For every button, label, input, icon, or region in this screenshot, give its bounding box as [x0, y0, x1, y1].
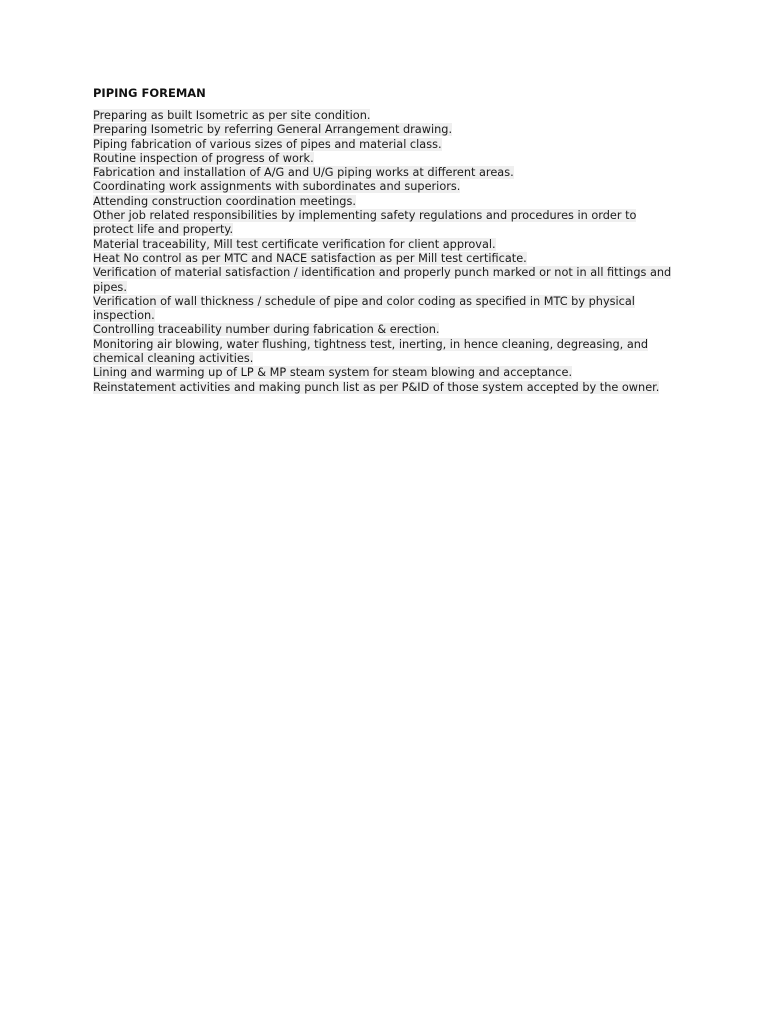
list-item-text: Heat No control as per MTC and NACE satisfaction as per Mill test certificate. — [93, 251, 527, 265]
list-item-text: Fabrication and installation of A/G and U/G piping works at different areas. — [93, 166, 514, 180]
list-item — [93, 252, 673, 266]
list-item — [93, 266, 673, 295]
list-item-text: Verification of wall thickness / schedule of pipe and color coding as specified in MTC by physical inspection. — [93, 294, 635, 323]
list-item — [93, 123, 673, 137]
list-item — [93, 152, 673, 166]
list-item-text: Material traceability, Mill test certificate verification for client approval. — [93, 237, 496, 251]
responsibility-list — [93, 109, 673, 395]
list-item — [93, 166, 673, 180]
list-item — [93, 238, 673, 252]
list-item-text: Verification of material satisfaction / identification and properly punch marked or not in all fittings and pipes. — [93, 266, 672, 294]
list-item — [93, 323, 673, 337]
list-item-text: Preparing Isometric by referring General Arrangement drawing. — [93, 123, 453, 137]
list-item-text: Attending construction coordination meetings. — [93, 194, 356, 208]
list-item-text: Preparing as built Isometric as per site condition. — [93, 109, 371, 122]
list-item-text: Piping fabrication of various sizes of pipes and material class. — [93, 137, 442, 151]
list-item-text: Coordinating work assignments with subordinates and superiors. — [93, 180, 461, 194]
list-item-text: Controlling traceability number during fabrication & erection. — [93, 323, 440, 337]
list-item — [93, 366, 673, 380]
list-item — [93, 138, 673, 152]
list-item-text: Lining and warming up of LP & MP steam system for steam blowing and acceptance. — [93, 366, 573, 380]
list-item-text: Monitoring air blowing, water flushing, tightness test, inerting, in hence cleaning, degreasing, and chemical cleaning activities. — [93, 337, 649, 366]
list-item — [93, 338, 673, 367]
document-page — [93, 86, 673, 395]
list-item-text: Routine inspection of progress of work. — [93, 151, 314, 165]
list-item — [93, 180, 673, 194]
list-item — [93, 209, 673, 238]
section-heading: PIPING FOREMAN — [93, 86, 206, 100]
list-item — [93, 295, 673, 324]
list-item — [93, 109, 673, 123]
list-item — [93, 381, 673, 395]
list-item-text: Other job related responsibilities by implementing safety regulations and procedures in order to protect life and property. — [93, 209, 637, 237]
list-item-text: Reinstatement activities and making punch list as per P&ID of those system accepted by the owner. — [93, 380, 660, 394]
list-item — [93, 195, 673, 209]
